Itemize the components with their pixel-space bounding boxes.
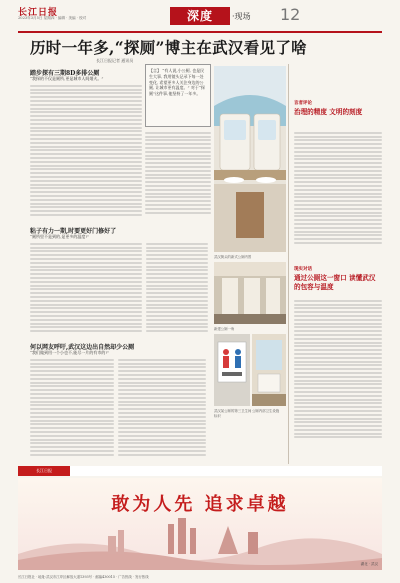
page-footer: 长江日报社 · 地址:武汉市江岸区解放大道1393号 · 邮编430015 · 广告热线 · 发行热线 bbox=[18, 575, 149, 579]
section-3-body-col2 bbox=[118, 357, 206, 461]
sidebar-body-2 bbox=[294, 298, 382, 460]
quote-box: 【言】 “有人说,小公厕, 也是民生大事, 我用镜头记录下每一处变化, 希望更多人关注身边的公厕, 让城市更有温度。” 对于“探厕”这件事,他坚持了一年多。 bbox=[145, 64, 211, 127]
restroom-photo-second bbox=[214, 262, 286, 324]
text-lines bbox=[294, 132, 382, 244]
ad-slogan: 敢为人先 追求卓越 bbox=[111, 494, 289, 515]
section-1-body bbox=[30, 83, 142, 221]
text-lines bbox=[145, 132, 211, 214]
text-lines bbox=[30, 85, 142, 216]
section-3-subtitle: “我们做到用一个小也不,能尽一片的有市的!” bbox=[30, 350, 109, 355]
text-lines bbox=[146, 243, 208, 332]
issue-meta: 2023年3月5日 星期四 · 编辑 · 美编 · 校对 bbox=[18, 16, 87, 20]
sidebar-title-1: 治理的精度 文明的刻度 bbox=[294, 108, 363, 116]
sidebar-title-2: 通过公厕这一窗口 读懂武汉的包容与温度 bbox=[294, 274, 376, 291]
photo-caption-4: 公厕内部卫生设施 bbox=[252, 409, 280, 413]
column-divider bbox=[288, 64, 289, 464]
photo-caption-2: 新建公厕一角 bbox=[214, 327, 235, 331]
sidebar-tag-1: 言者评论 bbox=[294, 101, 312, 106]
newspaper-logo: 长江日报 bbox=[18, 8, 59, 18]
ad-corner-text: 湖北 · 武汉 bbox=[360, 562, 378, 566]
section-1-subtitle: “我探的不仅是厕所,更是城市人间烟火。” bbox=[30, 76, 104, 81]
section-2-subtitle: “厕所里不是到的,是更多的温度!” bbox=[30, 234, 89, 239]
text-lines bbox=[30, 243, 142, 332]
advertisement bbox=[18, 478, 382, 570]
middle-column-body bbox=[145, 130, 211, 224]
section-3-body bbox=[30, 357, 114, 461]
section-label: 深度 bbox=[170, 7, 230, 25]
city-skyline-illustration bbox=[18, 514, 382, 570]
section-3-title: 何以网友呼吁,武汉这边出自然却少公厕 bbox=[30, 344, 135, 351]
headline: 历时一年多,“探厕”博主在武汉看见了啥 bbox=[30, 38, 307, 57]
ad-strip-label: 长江日报 bbox=[18, 466, 70, 476]
masthead bbox=[18, 4, 382, 30]
header-rule bbox=[18, 31, 382, 33]
ad-strip bbox=[18, 466, 382, 476]
text-lines bbox=[118, 359, 206, 456]
restroom-photo-main bbox=[214, 66, 286, 252]
restroom-facilities-photo bbox=[252, 334, 286, 406]
page-number: 12 bbox=[280, 5, 301, 24]
text-lines bbox=[294, 300, 382, 439]
section-2-body bbox=[30, 241, 142, 337]
photo-caption-3: 武汉某公厕的第三卫生间标识 bbox=[214, 409, 252, 418]
sidebar-body-1 bbox=[294, 130, 382, 260]
subsection-label: ·现场 bbox=[232, 12, 251, 21]
section-2-body-col2 bbox=[146, 241, 208, 337]
text-lines bbox=[30, 359, 114, 456]
byline: 长江日报记者 通讯员 bbox=[96, 58, 134, 63]
sidebar-tag-2: 现实对话 bbox=[294, 267, 312, 272]
restroom-sign-photo bbox=[214, 334, 250, 406]
section-2-title: 粘子有力一期,时要更好门修好了 bbox=[30, 228, 117, 235]
photo-caption-1: 武汉街头的新式公厕内景 bbox=[214, 255, 252, 259]
section-1-title: 踏步探有三期8D多排公厕 bbox=[30, 70, 100, 77]
